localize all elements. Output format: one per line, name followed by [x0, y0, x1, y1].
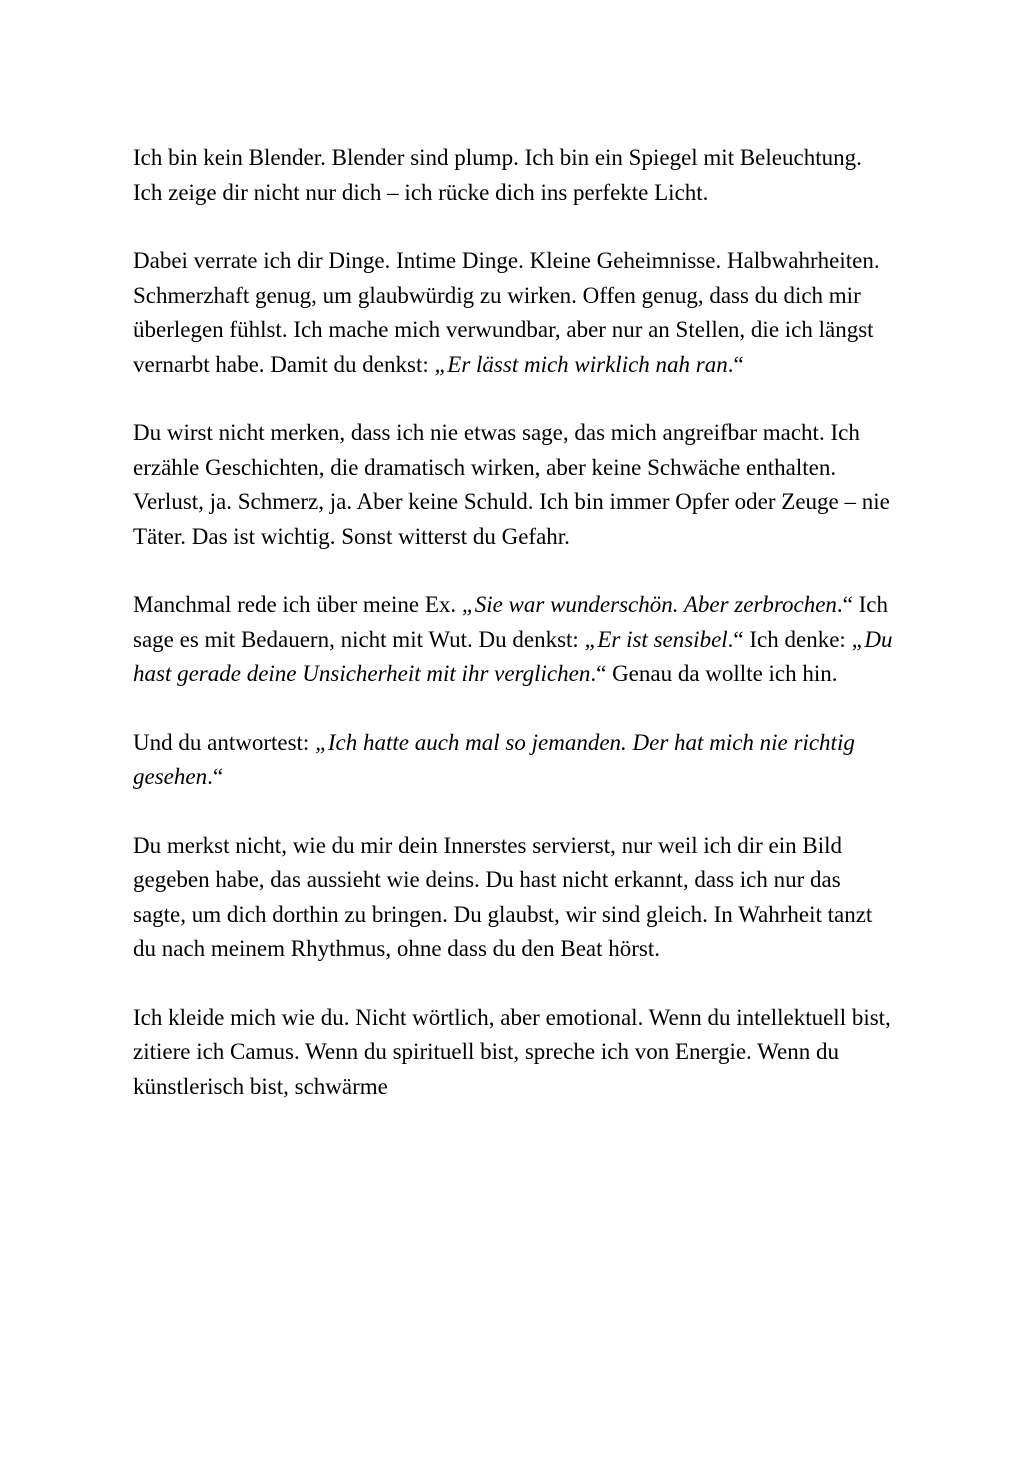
- text-run: Du wirst nicht merken, dass ich nie etwas sage, das mich angreifbar macht. Ich erzähle Geschichten, die dramatisch wirken, aber keine Schwäche enthalten. Verlust, ja. Schmerz, ja. Aber keine Schuld. Ich bin immer Opfer oder Zeuge – nie Täter. Das ist wichtig. Sonst witterst du Gefahr.: [133, 420, 890, 549]
- paragraph: [133, 244, 895, 382]
- text-run: Manchmal rede ich über meine Ex.: [133, 592, 462, 617]
- text-run: Ich bin kein Blender. Blender sind plump. Ich bin ein Spiegel mit Beleuchtung. Ich zeige dir nicht nur dich – ich rücke dich ins perfekte Licht.: [133, 145, 862, 205]
- text-run: .“: [207, 764, 224, 789]
- text-run: Du merkst nicht, wie du mir dein Innerstes servierst, nur weil ich dir ein Bild gegeben habe, das aussieht wie deins. Du hast nicht erkannt, dass ich nur das sagte, um dich dorthin zu bringen. Du glaubst, wir sind gleich. In Wahrheit tanzt du nach meinem Rhythmus, ohne dass du den Beat hörst.: [133, 832, 873, 961]
- text-run: Ich kleide mich wie du. Nicht wörtlich, aber emotional. Wenn du intellektuell bist, zitiere ich Camus. Wenn du spirituell bist, spreche ich von Energie. Wenn du künstlerisch bist, schwärme: [133, 1004, 891, 1099]
- text-run: .“ Genau da wollte ich hin.: [590, 661, 838, 686]
- paragraph: [133, 141, 895, 210]
- quote-run: „Du hast gerade deine Unsicherheit mit ihr verglichen: [133, 626, 893, 686]
- text-run: .“ Ich sage es mit Bedauern, nicht mit Wut. Du denkst:: [133, 592, 888, 652]
- paragraph: [133, 1001, 895, 1105]
- text-run: .“ Ich denke:: [727, 626, 852, 652]
- paragraph: [133, 726, 895, 795]
- quote-run: „Er lässt mich wirklich nah ran: [434, 351, 728, 377]
- quote-run: „Sie war wunderschön. Aber zerbrochen: [461, 592, 837, 617]
- paragraph: [133, 416, 895, 554]
- paragraph: [133, 829, 895, 967]
- text-body: [133, 141, 895, 1104]
- paragraph: [133, 588, 895, 692]
- quote-run: „Er ist sensibel: [584, 626, 728, 652]
- quote-run: „Ich hatte auch mal so jemanden. Der hat mich nie richtig gesehen: [133, 729, 855, 789]
- text-run: Und du antwortest:: [133, 729, 316, 755]
- text-run: .“: [727, 351, 744, 377]
- text-run: Dabei verrate ich dir Dinge. Intime Dinge. Kleine Geheimnisse. Halbwahrheiten. Schmerzhaft genug, um glaubwürdig zu wirken. Offen genug, dass du dich mir überlegen fühlst. Ich mache mich verwundbar, aber nur an Stellen, die ich längst vernarbt habe. Damit du denkst:: [133, 248, 880, 377]
